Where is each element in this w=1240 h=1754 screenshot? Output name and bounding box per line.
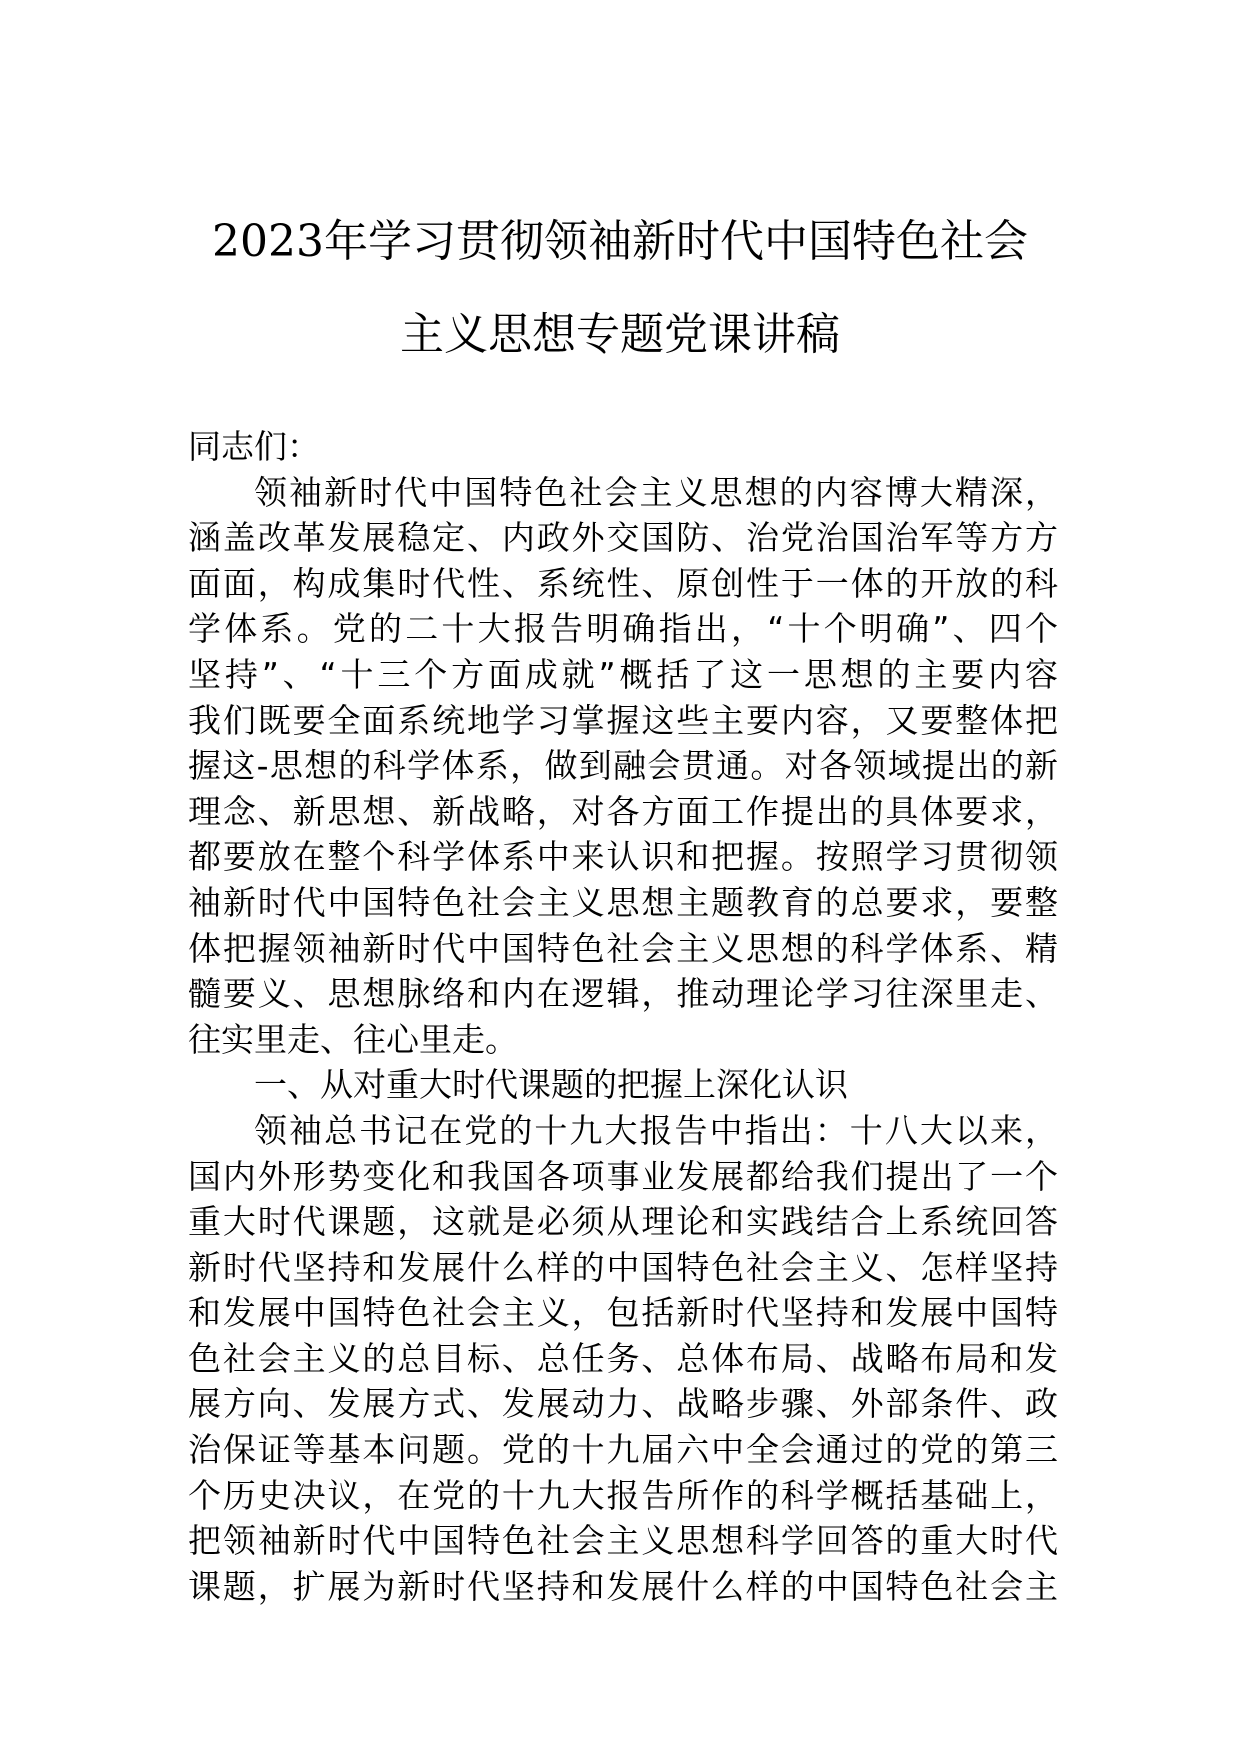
- body-line: 坚持”、“十三个方面成就”概括了这一思想的主要内容: [188, 654, 1058, 694]
- salutation: 同志们：: [188, 427, 320, 466]
- body-line: 我们既要全面系统地学习掌握这些主要内容，又要整体把: [188, 700, 1058, 740]
- document-body: [188, 424, 1058, 1609]
- body-line: 袖新时代中国特色社会主义思想主题教育的总要求，要整: [188, 882, 1058, 922]
- body-line: 体把握领袖新时代中国特色社会主义思想的科学体系、精: [188, 928, 1058, 968]
- body-line: 涵盖改革发展稳定、内政外交国防、治党治国治军等方方: [188, 518, 1058, 558]
- body-line: 治保证等基本问题。党的十九届六中全会通过的党的第三: [188, 1430, 1058, 1470]
- body-line: 髓要义、思想脉络和内在逻辑，推动理论学习往深里走、: [188, 974, 1058, 1014]
- body-line: 握这-思想的科学体系，做到融会贯通。对各领域提出的新: [188, 746, 1058, 786]
- body-line: 色社会主义的总目标、总任务、总体布局、战略布局和发: [188, 1338, 1058, 1378]
- document-title-line-1: 2023年学习贯彻领袖新时代中国特色社会: [212, 216, 1028, 267]
- body-line: 领袖新时代中国特色社会主义思想的内容博大精深，: [254, 472, 1058, 512]
- body-line: 课题，扩展为新时代坚持和发展什么样的中国特色社会主: [188, 1566, 1058, 1606]
- body-line: 国内外形势变化和我国各项事业发展都给我们提出了一个: [188, 1156, 1058, 1196]
- body-line: 个历史决议，在党的十九大报告所作的科学概括基础上，: [188, 1475, 1058, 1515]
- body-line: 领袖总书记在党的十九大报告中指出：十八大以来，: [254, 1110, 1058, 1150]
- section-heading: 一、从对重大时代课题的把握上深化认识: [254, 1065, 848, 1105]
- body-line: 往实里走、往心里走。: [188, 1019, 518, 1059]
- body-line: 重大时代课题，这就是必须从理论和实践结合上系统回答: [188, 1202, 1058, 1242]
- body-line: 都要放在整个科学体系中来认识和把握。按照学习贯彻领: [188, 837, 1058, 877]
- body-line: 学体系。党的二十大报告明确指出，“十个明确”、四个: [188, 609, 1058, 649]
- body-line: 展方向、发展方式、发展动力、战略步骤、外部条件、政: [188, 1384, 1058, 1424]
- body-line: 新时代坚持和发展什么样的中国特色社会主义、怎样坚持: [188, 1247, 1058, 1287]
- body-line: 和发展中国特色社会主义，包括新时代坚持和发展中国特: [188, 1293, 1058, 1333]
- body-line: 把领袖新时代中国特色社会主义思想科学回答的重大时代: [188, 1521, 1058, 1561]
- body-line: 理念、新思想、新战略，对各方面工作提出的具体要求，: [188, 791, 1058, 831]
- body-line: 面面，构成集时代性、系统性、原创性于一体的开放的科: [188, 563, 1058, 603]
- document-title-line-2: 主义思想专题党课讲稿: [400, 309, 840, 360]
